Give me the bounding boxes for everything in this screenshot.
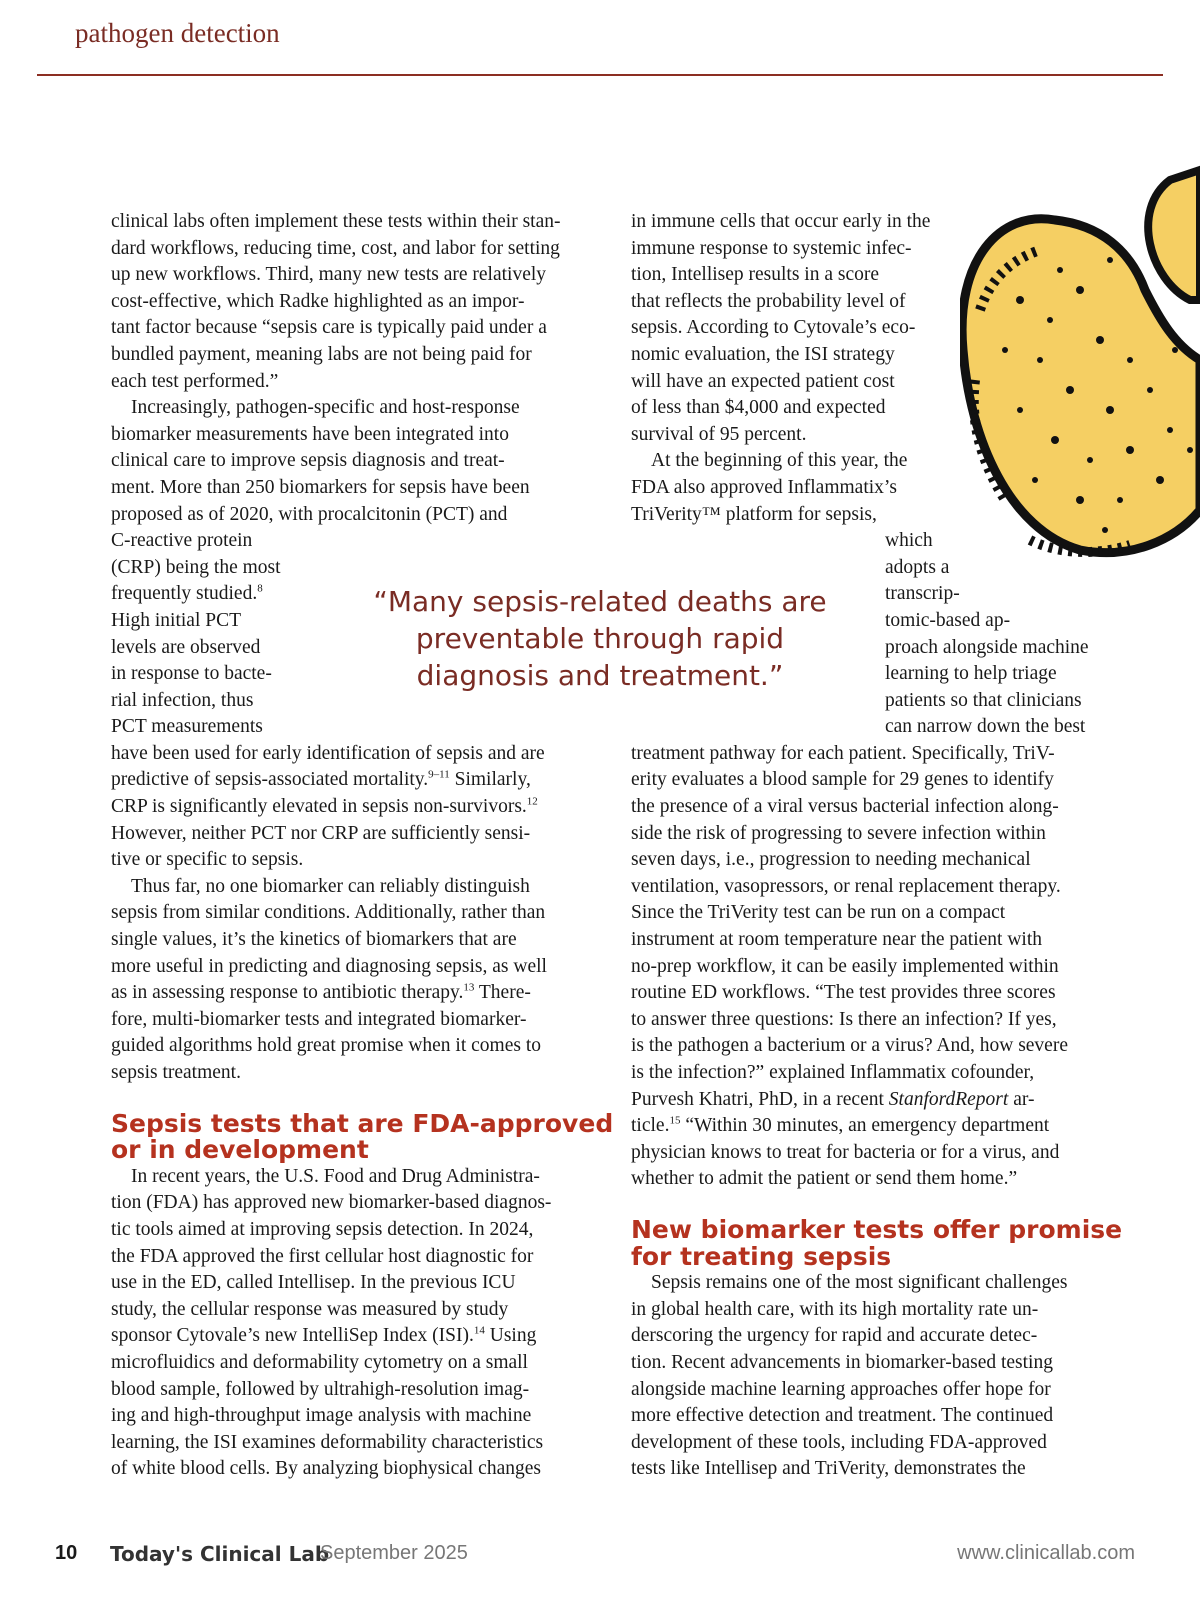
text-line: tive or specific to sepsis. <box>111 849 304 871</box>
text-fragment: frequently studied. <box>111 583 258 605</box>
right-column <box>631 209 1131 1483</box>
text-line: no-prep workflow, it can be easily implemented within <box>631 955 1059 977</box>
text-fragment: as in assessing response to antibiotic therapy. <box>111 982 464 1004</box>
text-line: At the beginning of this year, the <box>651 450 908 472</box>
text-fragment: Using <box>484 1325 537 1347</box>
text-line: tomic-based ap- <box>885 609 1011 631</box>
text-line: sepsis. According to Cytovale’s eco- <box>631 317 916 339</box>
text-line: in global health care, with its high mortality rate un- <box>631 1298 1039 1320</box>
text-line: of less than $4,000 and expected <box>631 397 886 419</box>
text-line: is the pathogen a bacterium or a virus? And, how severe <box>631 1035 1068 1057</box>
text-line: of white blood cells. By analyzing biophysical changes <box>111 1458 541 1480</box>
text-line: levels are observed <box>111 636 261 658</box>
text-line: the FDA approved the first cellular host diagnostic for <box>111 1245 534 1267</box>
text-line: sepsis treatment. <box>111 1062 241 1083</box>
text-line: development of these tools, including FDA-approved <box>631 1431 1047 1453</box>
text-line: side the risk of progressing to severe infection within <box>631 822 1046 844</box>
text-line: routine ED workflows. “The test provides three scores <box>631 982 1056 1004</box>
text-fragment: Purvesh Khatri, PhD, in a recent <box>631 1088 889 1110</box>
text-line: adopts a <box>885 556 950 578</box>
text-line: tion, Intellisep results in a score <box>631 264 880 286</box>
website-link[interactable]: www.clinicallab.com <box>957 1542 1135 1564</box>
text-line: fore, multi-biomarker tests and integrated biomarker- <box>111 1008 527 1030</box>
paragraph-intellisep <box>631 209 1131 448</box>
text-line: tic tools aimed at improving sepsis detection. In 2024, <box>111 1218 534 1240</box>
text-line: physician knows to treat for bacteria or for a virus, and <box>631 1141 1060 1163</box>
text-line: seven days, i.e., progression to needing mechanical <box>631 849 1031 871</box>
text-line: blood sample, followed by ultrahigh-resolution imag- <box>111 1378 530 1400</box>
pull-quote-line: “Many sepsis-related deaths are <box>373 585 827 618</box>
text-line: treatment pathway for each patient. Specifically, TriV- <box>631 742 1055 764</box>
text-line: each test performed.” <box>111 370 279 392</box>
text-line: the presence of a viral versus bacterial infection along- <box>631 796 1059 818</box>
text-line: can narrow down the best <box>885 716 1086 738</box>
text-fragment: predictive of sepsis-associated mortality. <box>111 769 429 791</box>
text-line: proach alongside machine <box>885 636 1089 658</box>
paragraph-kinetics <box>111 874 591 1087</box>
heading-line: Sepsis tests that are FDA-approved <box>111 1108 614 1138</box>
text-line <box>111 1323 591 1350</box>
text-line: tion (FDA) has approved new biomarker-based diagnos- <box>111 1192 552 1214</box>
text-fragment: CRP is significantly elevated in sepsis non-survivors. <box>111 796 527 818</box>
issue-date: September 2025 <box>320 1542 468 1564</box>
text-fragment: ticle. <box>631 1115 670 1137</box>
text-line: clinical labs often implement these tests within their stan- <box>111 211 561 232</box>
pull-quote-line: preventable through rapid <box>415 622 785 655</box>
heading-line: or in development <box>111 1135 369 1165</box>
text-line: tests like Intellisep and TriVerity, demonstrates the <box>631 1458 1026 1480</box>
text-line: (CRP) being the most <box>111 556 281 578</box>
text-fragment: “Within 30 minutes, an emergency department <box>680 1115 1050 1137</box>
text-line: PCT measurements <box>111 716 263 738</box>
text-line <box>631 1087 1131 1114</box>
text-line <box>111 767 591 794</box>
text-line <box>631 1113 1131 1140</box>
text-line: bundled payment, meaning labs are not being paid for <box>111 343 532 365</box>
text-line: Thus far, no one biomarker can reliably distinguish <box>131 875 530 897</box>
text-line: in immune cells that occur early in the <box>631 211 931 232</box>
text-line: tion. Recent advancements in biomarker-based testing <box>631 1351 1053 1373</box>
text-line: rial infection, thus <box>111 689 254 711</box>
reference-mark: 13 <box>463 981 475 994</box>
section-title: pathogen detection <box>75 18 280 48</box>
text-line: sepsis from similar conditions. Additionally, rather than <box>111 902 546 924</box>
text-line: High initial PCT <box>111 609 242 631</box>
text-line: ing and high-throughput image analysis with machine <box>111 1405 532 1427</box>
paragraph-fda <box>111 1164 591 1483</box>
text-line: up new workflows. Third, many new tests are relatively <box>111 264 547 286</box>
text-line: use in the ED, called Intellisep. In the previous ICU <box>111 1272 516 1294</box>
text-line: FDA also approved Inflammatix’s <box>631 476 897 498</box>
reference-mark: 14 <box>473 1324 485 1337</box>
reference-mark: 8 <box>257 582 263 595</box>
text-line: survival of 95 percent. <box>631 423 807 445</box>
text-fragment: Similarly, <box>449 769 531 791</box>
text-line: guided algorithms hold great promise when it comes to <box>111 1035 541 1057</box>
text-line: dard workflows, reducing time, cost, and labor for setting <box>111 237 560 259</box>
text-line: ment. More than 250 biomarkers for sepsis have been <box>111 476 530 498</box>
text-line: single values, it’s the kinetics of biomarkers that are <box>111 929 517 951</box>
reference-mark: 15 <box>669 1114 681 1127</box>
section-heading-fda <box>111 1108 614 1165</box>
text-line: Sepsis remains one of the most significant challenges <box>651 1272 1068 1294</box>
text-line: study, the cellular response was measured by study <box>111 1298 509 1320</box>
text-line: more effective detection and treatment. The continued <box>631 1405 1054 1427</box>
text-line: instrument at room temperature near the patient with <box>631 929 1042 951</box>
text-line: derscoring the urgency for rapid and accurate detec- <box>631 1325 1038 1347</box>
text-line: immune response to systemic infec- <box>631 237 912 259</box>
header-divider <box>37 74 1163 76</box>
text-line: microfluidics and deformability cytometry on a small <box>111 1351 528 1373</box>
text-line: in response to bacte- <box>111 663 272 685</box>
text-line: Increasingly, pathogen-specific and host-response <box>131 397 520 419</box>
text-line: clinical care to improve sepsis diagnosis and treat- <box>111 450 505 472</box>
text-line: will have an expected patient cost <box>631 370 895 392</box>
text-line: erity evaluates a blood sample for 29 genes to identify <box>631 769 1054 791</box>
paragraph-triverity <box>631 448 1131 1193</box>
reference-mark: 12 <box>526 795 538 808</box>
page-number: 10 <box>55 1542 78 1564</box>
pull-quote-line: diagnosis and treatment.” <box>416 659 784 692</box>
text-line: C-reactive protein <box>111 530 253 552</box>
text-line: proposed as of 2020, with procalcitonin (PCT) and <box>111 503 508 525</box>
text-line: transcrip- <box>885 583 960 605</box>
text-line: cost-effective, which Radke highlighted as an impor- <box>111 290 525 312</box>
text-line: more useful in predicting and diagnosing sepsis, as well <box>111 955 547 977</box>
text-line: nomic evaluation, the ISI strategy <box>631 343 895 365</box>
text-fragment: sponsor Cytovale’s new IntelliSep Index (ISI). <box>111 1325 474 1347</box>
heading-line: New biomarker tests offer promise <box>631 1214 1123 1244</box>
text-line: whether to admit the patient or send them home.” <box>631 1168 1018 1190</box>
text-line: In recent years, the U.S. Food and Drug Administra- <box>131 1165 540 1187</box>
publication-name: StanfordReport <box>888 1088 1009 1110</box>
text-line: to answer three questions: Is there an infection? If yes, <box>631 1008 1057 1030</box>
text-line: alongside machine learning approaches offer hope for <box>631 1378 1051 1400</box>
section-heading-new-tests <box>631 1214 1131 1271</box>
text-line: TriVerity™ platform for sepsis, <box>631 503 877 525</box>
text-line: is the infection?” explained Inflammatix cofounder, <box>631 1062 1035 1083</box>
text-fragment: There- <box>474 982 531 1004</box>
text-line <box>111 980 591 1007</box>
text-line: which <box>885 530 933 552</box>
text-line: tant factor because “sepsis care is typically paid under a <box>111 317 547 339</box>
reference-mark: 9–11 <box>428 768 450 781</box>
text-line: learning to help triage <box>885 663 1057 685</box>
paragraph-intro <box>111 209 591 395</box>
text-line: learning, the ISI examines deformability characteristics <box>111 1431 544 1453</box>
text-line: ventilation, vasopressors, or renal replacement therapy. <box>631 875 1061 897</box>
text-fragment: ar- <box>1008 1088 1035 1110</box>
paragraph-conclusion <box>631 1270 1131 1483</box>
magazine-name: Today's Clinical Lab <box>110 1542 330 1566</box>
heading-line: for treating sepsis <box>631 1241 892 1271</box>
text-line <box>111 794 591 821</box>
text-line: that reflects the probability level of <box>631 290 906 312</box>
text-line: have been used for early identification of sepsis and are <box>111 742 545 764</box>
text-line: biomarker measurements have been integrated into <box>111 423 509 445</box>
text-line: patients so that clinicians <box>885 689 1082 711</box>
text-line: However, neither PCT nor CRP are sufficiently sensi- <box>111 822 531 844</box>
text-line: Since the TriVerity test can be run on a compact <box>631 902 1006 924</box>
